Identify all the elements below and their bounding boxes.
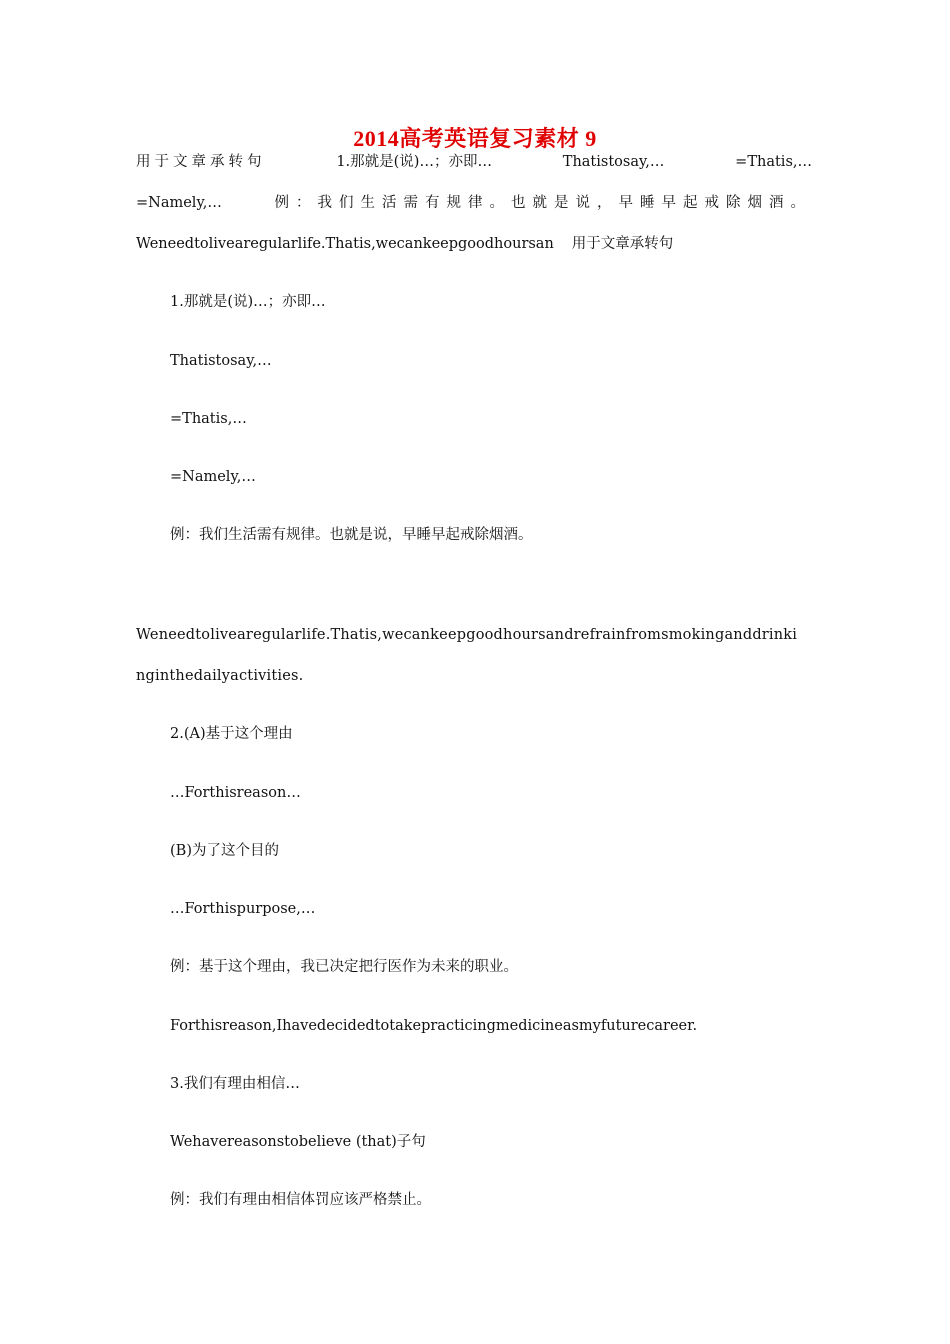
example-3-chinese: 例：我们有理由相信体罚应该严格禁止。 xyxy=(170,1192,431,1208)
item-3-heading: 3.我们有理由相信… xyxy=(170,1076,300,1092)
example-1-english-line-2: nginthedailyactivities. xyxy=(136,668,304,684)
intro-line-2 xyxy=(136,193,812,213)
intro-line-1 xyxy=(136,152,812,172)
intro-line-3 xyxy=(136,234,673,254)
example-2-chinese: 例：基于这个理由，我已决定把行医作为未来的职业。 xyxy=(170,959,518,975)
intro-item-1: 1.那就是(说)…；亦即… xyxy=(336,154,492,170)
phrase-that-is-to-say: Thatistosay,… xyxy=(170,353,272,369)
intro-heading-repeat: 用于文章承转句 xyxy=(571,236,674,252)
example-1-english-line-1: Weneedtolivearegularlife.Thatis,wecankeepgoodhoursandrefrainfromsmokinganddrinki xyxy=(136,627,798,643)
phrase-we-have-reasons: Wehavereasonstobelieve (that)子句 xyxy=(170,1134,426,1150)
intro-phrase-3: =Namely,… xyxy=(136,195,222,211)
phrase-for-this-reason: …Forthisreason… xyxy=(170,785,301,801)
intro-english-sentence: Weneedtolivearegularlife.Thatis,wecankeepgoodhoursan xyxy=(136,236,554,252)
document-title: 2014高考英语复习素材 9 xyxy=(353,126,597,151)
example-2-english: Forthisreason,Ihavedecidedtotakepracticingmedicineasmyfuturecareer. xyxy=(170,1018,698,1034)
intro-example: 例：我们生活需有规律。也就是说，早睡早起戒除烟酒。 xyxy=(274,195,812,211)
phrase-namely: =Namely,… xyxy=(170,469,256,485)
intro-heading: 用于文章承转句 xyxy=(136,154,266,170)
item-2b-heading: (B)为了这个目的 xyxy=(170,843,279,859)
intro-phrase-2: =Thatis,… xyxy=(735,154,812,170)
phrase-for-this-purpose: …Forthispurpose,… xyxy=(170,901,316,917)
intro-phrase-1: Thatistosay,… xyxy=(562,154,665,170)
item-1-heading: 1.那就是(说)…；亦即… xyxy=(170,294,326,310)
example-1-chinese: 例：我们生活需有规律。也就是说，早睡早起戒除烟酒。 xyxy=(170,527,533,543)
phrase-that-is: =Thatis,… xyxy=(170,411,247,427)
item-2a-heading: 2.(A)基于这个理由 xyxy=(170,726,293,742)
